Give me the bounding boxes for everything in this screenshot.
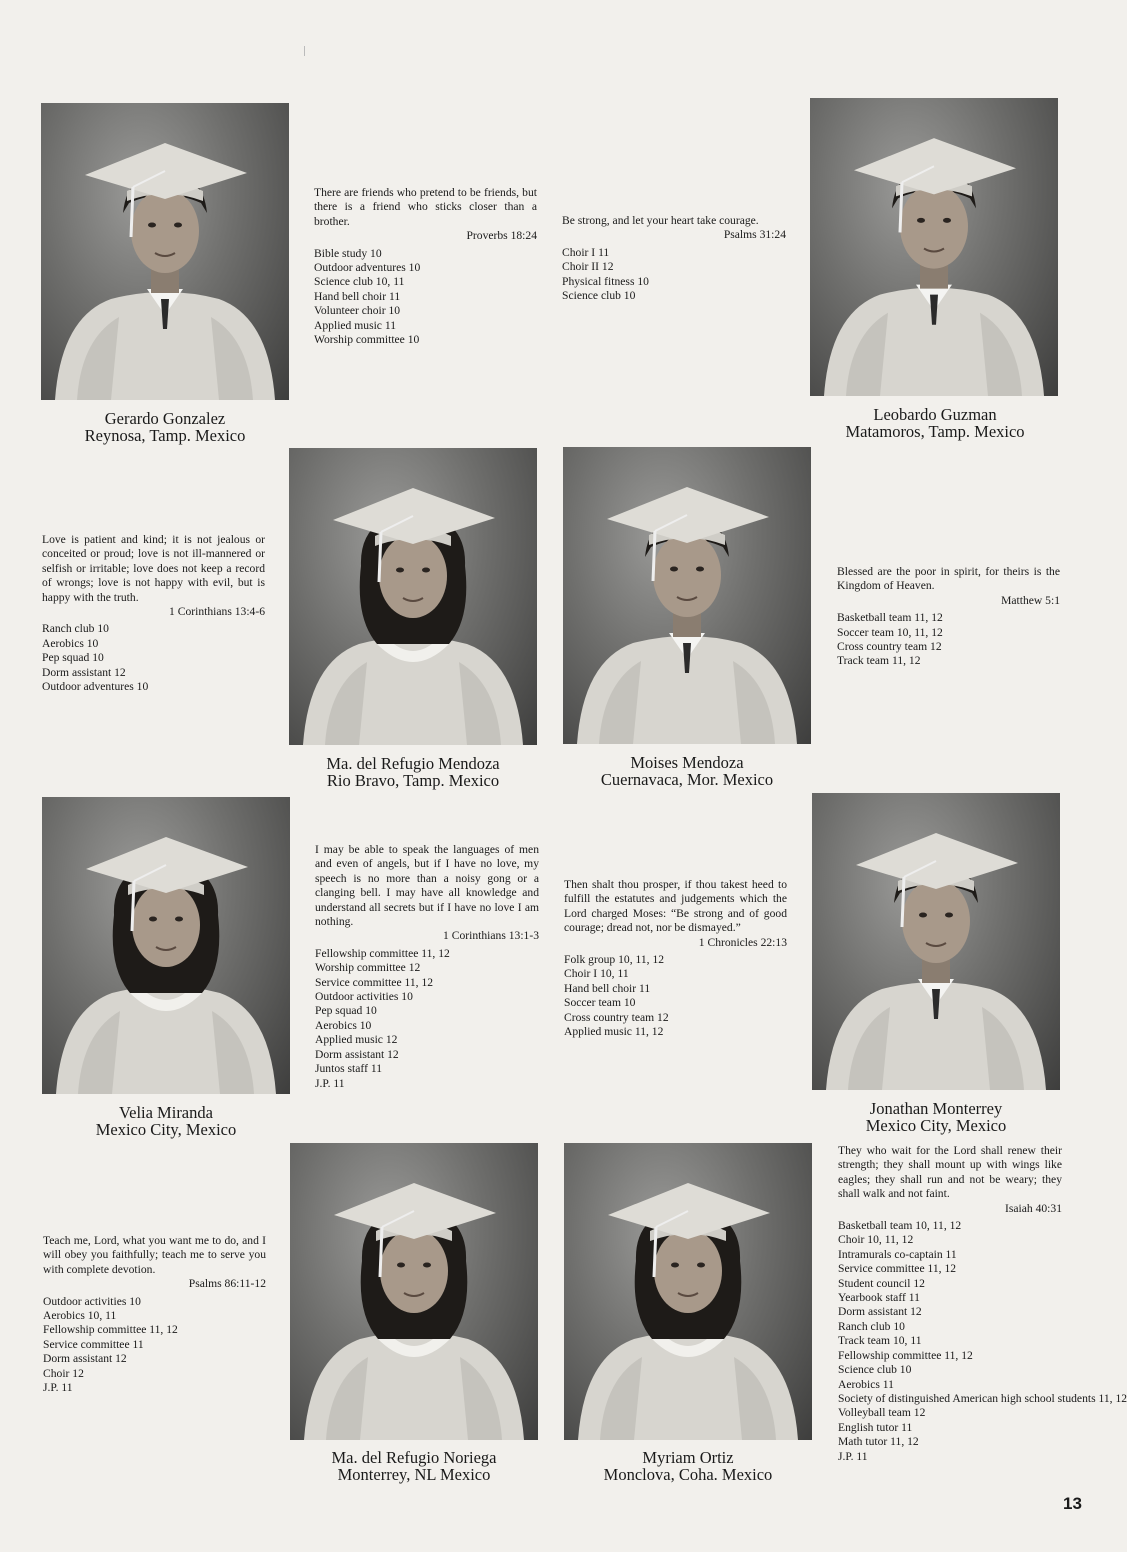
activity-item: Aerobics 11 (838, 1377, 894, 1391)
activity-item: Dorm assistant 12 (838, 1305, 922, 1319)
activity-item: Choir 12 (43, 1366, 84, 1380)
activity-item: Fellowship committee 11, 12 (838, 1348, 973, 1362)
activity-item: Student council 12 (838, 1276, 925, 1290)
student-hometown: Monclova, Coha. Mexico (603, 1465, 773, 1484)
activity-item: Science club 10, 11 (314, 275, 405, 289)
portrait-photo-leobardo-guzman (810, 98, 1058, 396)
portrait-photo-ma-del-refugio-noriega (290, 1143, 538, 1440)
activity-item: Outdoor activities 10 (43, 1294, 141, 1308)
activity-item: Service committee 11 (43, 1337, 144, 1351)
activity-item: Choir II 12 (562, 260, 614, 274)
activity-item: Volleyball team 12 (838, 1406, 926, 1420)
activity-item: Math tutor 11, 12 (838, 1435, 919, 1449)
student-bio (315, 843, 539, 1091)
activity-item: Intramurals co-captain 11 (838, 1247, 957, 1261)
activity-item: Basketball team 11, 12 (837, 611, 943, 625)
quote-citation: Psalms 31:24 (723, 228, 786, 242)
portrait-photo-velia-miranda (42, 797, 290, 1094)
student-name: Leobardo Guzman (873, 405, 997, 424)
student-name: Ma. del Refugio Noriega (331, 1448, 497, 1467)
activity-item: Dorm assistant 12 (42, 665, 126, 679)
activity-item: Service committee 11, 12 (838, 1262, 957, 1276)
portrait-photo-jonathan-monterrey (812, 793, 1060, 1090)
student-bio (314, 186, 537, 347)
student-name: Velia Miranda (119, 1103, 213, 1122)
activity-item: Fellowship committee 11, 12 (43, 1323, 178, 1337)
student-name: Gerardo Gonzalez (104, 409, 226, 428)
activity-item: Track team 11, 12 (837, 654, 921, 668)
activity-item: Pep squad 10 (315, 1004, 377, 1018)
quote-citation: Matthew 5:1 (1001, 593, 1060, 607)
student-hometown: Mexico City, Mexico (865, 1116, 1007, 1135)
activity-item: Applied music 11, 12 (564, 1025, 664, 1039)
activity-item: Dorm assistant 12 (43, 1352, 127, 1366)
activity-item: Worship committee 12 (315, 961, 421, 975)
activity-item: Choir I 11 (562, 245, 610, 259)
activity-item: Pep squad 10 (42, 651, 104, 665)
student-name: Myriam Ortiz (642, 1448, 734, 1467)
student-caption (785, 406, 1085, 440)
activity-item: Choir I 10, 11 (564, 967, 629, 981)
activity-item: Outdoor adventures 10 (314, 261, 421, 275)
activity-item: Applied music 11 (314, 318, 397, 332)
activity-item: J.P. 11 (838, 1449, 868, 1463)
student-caption (537, 754, 837, 788)
activity-item: Ranch club 10 (42, 622, 109, 636)
activity-item: Juntos staff 11 (315, 1062, 382, 1076)
activity-item: Science club 10 (562, 289, 636, 303)
activity-item: Track team 10, 11 (838, 1334, 922, 1348)
student-name: Ma. del Refugio Mendoza (326, 754, 500, 773)
portrait-photo-ma-del-refugio-mendoza (289, 448, 537, 745)
portrait-photo-myriam-ortiz (564, 1143, 812, 1440)
activity-item: Service committee 11, 12 (315, 975, 434, 989)
activity-item: Volunteer choir 10 (314, 304, 401, 318)
activity-item: English tutor 11 (838, 1420, 913, 1434)
scan-mark (304, 46, 305, 56)
activity-item: Worship committee 10 (314, 333, 420, 347)
activity-item: Hand bell choir 11 (314, 289, 401, 303)
activity-item: Basketball team 10, 11, 12 (838, 1219, 962, 1233)
student-caption (264, 1449, 564, 1483)
activity-item: Cross country team 12 (564, 1010, 669, 1024)
activity-item: Hand bell choir 11 (564, 981, 651, 995)
student-hometown: Cuernavaca, Mor. Mexico (600, 770, 774, 789)
quote-citation: 1 Corinthians 13:4-6 (169, 605, 265, 619)
activity-item: Dorm assistant 12 (315, 1047, 399, 1061)
activity-item: Society of distinguished American high school students 11, 12 (838, 1391, 1127, 1405)
student-hometown: Monterrey, NL Mexico (337, 1465, 491, 1484)
activity-item: Applied music 12 (315, 1033, 398, 1047)
activity-item: J.P. 11 (43, 1381, 73, 1395)
activity-item: Aerobics 10 (315, 1018, 372, 1032)
student-caption (263, 755, 563, 789)
bio-quote: Blessed are the poor in spirit, for theirs is the Kingdom of Heaven. (837, 565, 1060, 593)
activity-item: Outdoor adventures 10 (42, 680, 149, 694)
activity-item: Outdoor activities 10 (315, 990, 413, 1004)
quote-citation: Proverbs 18:24 (466, 229, 537, 243)
student-hometown: Matamoros, Tamp. Mexico (845, 422, 1025, 441)
student-bio (43, 1234, 266, 1395)
student-hometown: Reynosa, Tamp. Mexico (84, 426, 246, 445)
quote-citation: Isaiah 40:31 (1005, 1201, 1062, 1215)
bio-quote: Be strong, and let your heart take courage. (562, 214, 759, 227)
activity-item: Fellowship committee 11, 12 (315, 946, 450, 960)
student-bio (837, 565, 1060, 669)
portrait-photo-gerardo-gonzalez (41, 103, 289, 400)
page-number: 13 (1063, 1494, 1082, 1513)
bio-quote: Then shalt thou prosper, if thou takest heed to fulfill the estatutes and judgements which the Lord charged Moses: “Be strong and of good courage; dread not, nor be dismayed.” (564, 878, 787, 935)
activity-item: Physical fitness 10 (562, 274, 649, 288)
bio-quote: I may be able to speak the languages of men and even of angels, but if I have no love, my speech is no more than a noisy gong or a clanging bell. I may have all knowledge and understand all secrets but if I have no love I am nothing. (315, 843, 539, 929)
student-name: Jonathan Monterrey (869, 1099, 1003, 1118)
activity-item: Yearbook staff 11 (838, 1291, 920, 1305)
activity-item: Choir 10, 11, 12 (838, 1233, 914, 1247)
student-bio (564, 878, 787, 1039)
student-name: Moises Mendoza (630, 753, 744, 772)
activity-item: Bible study 10 (314, 246, 382, 260)
bio-quote: Love is patient and kind; it is not jealous or conceited or proud; love is not ill-mannered or selfish or irritable; love does not keep a record of wrongs; love is not happy with evil, but is happy with the truth. (42, 533, 265, 604)
student-bio (42, 533, 265, 694)
bio-quote: There are friends who pretend to be friends, but there is a friend who sticks closer than a brother. (314, 186, 537, 228)
activity-item: Aerobics 10, 11 (43, 1309, 117, 1323)
activity-item: J.P. 11 (315, 1076, 345, 1090)
student-caption (786, 1100, 1086, 1134)
student-bio (562, 214, 786, 303)
activity-item: Soccer team 10, 11, 12 (837, 625, 943, 639)
activity-item: Science club 10 (838, 1363, 912, 1377)
quote-citation: Psalms 86:11-12 (188, 1277, 266, 1291)
student-hometown: Mexico City, Mexico (95, 1120, 237, 1139)
student-hometown: Rio Bravo, Tamp. Mexico (326, 771, 500, 790)
student-bio (838, 1144, 1127, 1464)
activity-item: Ranch club 10 (838, 1319, 905, 1333)
student-caption (16, 1104, 316, 1138)
quote-citation: 1 Corinthians 13:1-3 (443, 929, 539, 943)
activity-item: Folk group 10, 11, 12 (564, 953, 665, 967)
student-caption (538, 1449, 838, 1483)
portrait-photo-moises-mendoza (563, 447, 811, 744)
student-caption (15, 410, 315, 444)
bio-quote: They who wait for the Lord shall renew their strength; they shall mount up with wings like eagles; they shall run and not be weary; they shall walk and not faint. (838, 1144, 1062, 1201)
activity-item: Cross country team 12 (837, 640, 942, 654)
activity-item: Soccer team 10 (564, 996, 636, 1010)
activity-item: Aerobics 10 (42, 636, 99, 650)
quote-citation: 1 Chronicles 22:13 (698, 935, 787, 949)
bio-quote: Teach me, Lord, what you want me to do, and I will obey you faithfully; teach me to serve you with complete devotion. (43, 1234, 266, 1276)
